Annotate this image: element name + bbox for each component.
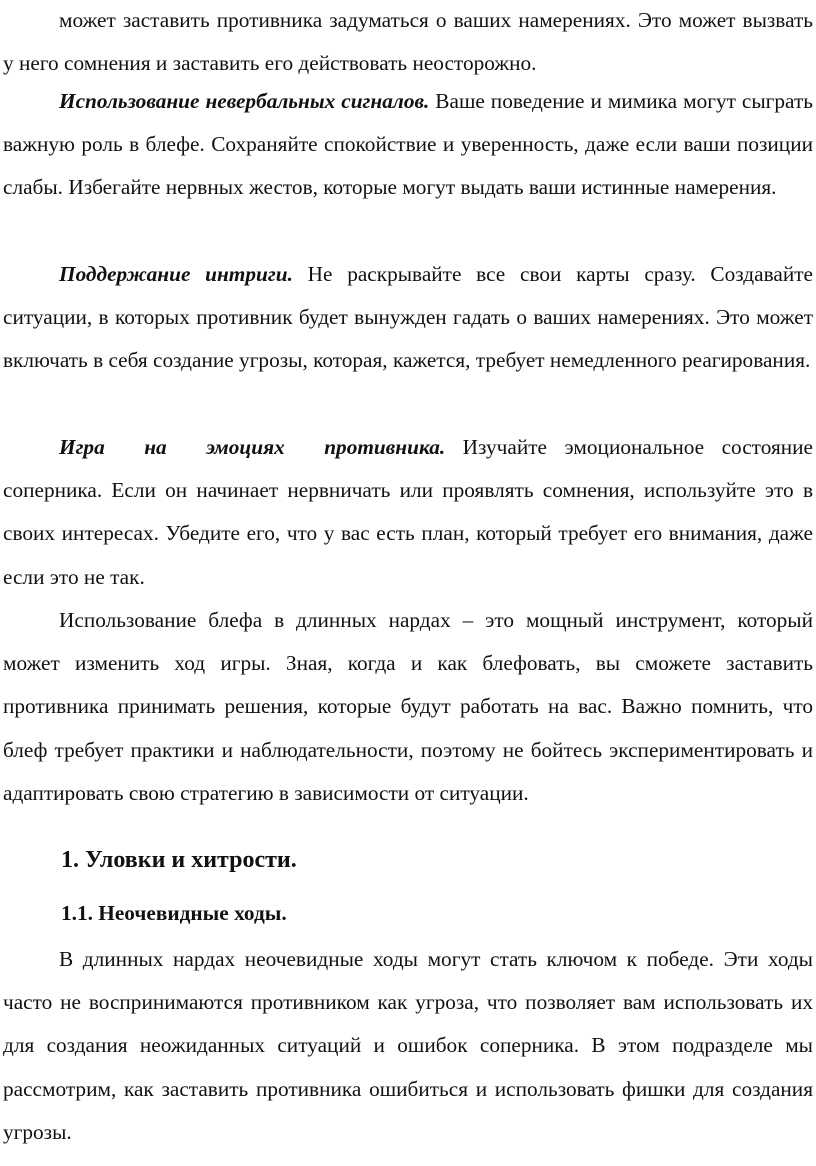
paragraph-nonverbal	[3, 80, 813, 210]
paragraph-text-emotions: Изучайте эмоциональное состояние соперника. Если он начинает нервничать или проявлять сомнения, используйте это в своих интересах. Убедите его, что у вас есть план, который требует его внимания, даже если это не так.	[3, 435, 813, 589]
paragraph-conclusion: Использование блефа в длинных нардах – это мощный инструмент, который может изменить ход игры. Зная, когда и как блефовать, вы сможете заставить противника принимать решения, которые будут работать на вас. Важно помнить, что блеф требует практики и наблюдательности, поэтому не бойтесь экспериментировать и адаптировать свою стратегию в зависимости от ситуации.	[3, 608, 813, 805]
paragraph-lead-intrigue: Поддержание интриги.	[59, 262, 293, 286]
paragraph-intro: может заставить противника задуматься о ваших намерениях. Это может вызвать у него сомнения и заставить его действовать неосторожно.	[3, 8, 813, 76]
paragraph-emotions	[3, 426, 813, 599]
section-heading: 1. Уловки и хитрости.	[61, 847, 297, 873]
paragraph-lead-emotions: Игра на эмоциях противника.	[59, 435, 446, 459]
paragraph-text-intrigue: Не раскрывайте все свои карты сразу. Создавайте ситуации, в которых противник будет вынужден гадать о ваших намерениях. Это может включать в себя создание угрозы, которая, кажется, требует немедленного реагирования.	[3, 262, 813, 373]
paragraph-lead-nonverbal: Использование невербальных сигналов.	[59, 89, 430, 113]
paragraph-text-nonverbal: Ваше поведение и мимика могут сыграть важную роль в блефе. Сохраняйте спокойствие и уверенность, даже если ваши позиции слабы. Избегайте нервных жестов, которые могут выдать ваши истинные намерения.	[3, 89, 813, 200]
paragraph-intrigue	[3, 253, 813, 383]
subsection-heading: 1.1. Неочевидные ходы.	[61, 901, 287, 925]
paragraph-subsection: В длинных нардах неочевидные ходы могут стать ключом к победе. Эти ходы часто не воспринимаются противником как угроза, что позволяет вам использовать их для создания неожиданных ситуаций и ошибок соперника. В этом подразделе мы рассмотрим, как заставить противника ошибиться и использовать фишки для создания угрозы.	[3, 947, 813, 1144]
